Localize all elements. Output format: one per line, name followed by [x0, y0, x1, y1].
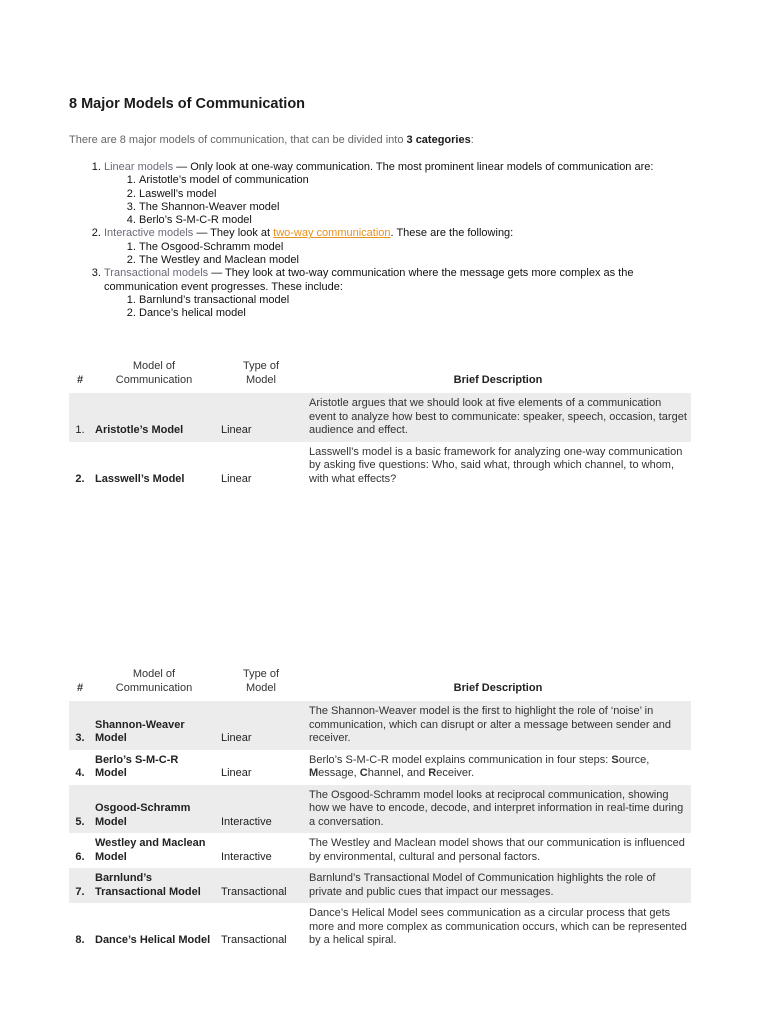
model-description: Dance’s Helical Model sees communication as a circular process that gets more and more complex as communication occurs, which can be represented by a helical spiral.: [309, 907, 687, 946]
desc-part: hannel, and: [367, 767, 429, 779]
sub-list: [104, 174, 704, 227]
header-description: Brief Description: [453, 681, 543, 694]
model-type: Transactional: [221, 934, 287, 946]
header-model: [91, 668, 217, 701]
category-item-linear: [104, 161, 704, 227]
list-item: 1. Barnlund’s transactional model: [139, 294, 704, 307]
intro-colon: :: [470, 134, 474, 146]
row-number: 5.: [69, 785, 91, 834]
model-name: Osgood-Schramm Model: [91, 785, 217, 834]
model-description: The Westley and Maclean model shows that our communication is influenced by environmental, cultural and personal factors.: [309, 837, 685, 863]
model-type: Linear: [221, 767, 252, 779]
model-type: Interactive: [221, 850, 272, 863]
row-number: 8.: [75, 934, 85, 946]
desc-initial-s: S: [611, 753, 619, 766]
category-name[interactable]: Transactional models: [104, 267, 209, 280]
list-item: 2. Dance’s helical model: [139, 307, 704, 320]
table-row: [69, 833, 691, 868]
desc-initial-m: M: [309, 767, 319, 779]
model-type: Linear: [217, 393, 305, 442]
models-table-1: [69, 360, 691, 490]
model-name: Shannon-Weaver Model: [91, 701, 217, 750]
category-text: — Only look at one-way communication. The most prominent linear models of communication are:: [173, 161, 654, 173]
table-row: [69, 701, 691, 750]
model-description: Barnlund’s Transactional Model of Communication highlights the role of private and public cues that impact our messages.: [305, 868, 691, 903]
header-model-line2: Communication: [115, 373, 193, 386]
table-row: [69, 903, 691, 952]
model-description: The Shannon-Weaver model is the first to highlight the role of ‘noise’ in communication, which can disrupt or alter a message between sender and receiver.: [305, 701, 691, 750]
row-number: 1.: [69, 393, 91, 442]
desc-part: ource,: [618, 753, 650, 766]
header-type: [217, 668, 305, 701]
category-item-interactive: [104, 227, 704, 267]
header-type-line2: Model: [246, 681, 276, 694]
header-number: #: [76, 681, 84, 694]
table-row: [69, 785, 691, 834]
table-row: [69, 442, 691, 491]
table-row: [69, 868, 691, 903]
model-name: Dance’s Helical Model: [95, 934, 211, 946]
header-type: [217, 360, 305, 393]
intro-bold: 3 categories: [406, 134, 471, 146]
model-type: Linear: [221, 472, 252, 485]
header-model: [91, 360, 217, 393]
table-row: [69, 393, 691, 442]
table-header-row: [69, 668, 691, 701]
intro-text: There are 8 major models of communication, that can be divided into: [69, 134, 407, 146]
desc-part: Berlo’s S-M-C-R model explains communication in four steps:: [309, 753, 612, 766]
list-item: 2. The Westley and Maclean model: [139, 254, 704, 267]
list-item: 3. The Shannon-Weaver model: [139, 201, 704, 214]
header-model-line1: Model of: [132, 668, 176, 680]
header-type-line1: Type of: [242, 668, 280, 680]
header-model-line2: Communication: [115, 681, 193, 694]
model-name: Westley and Maclean Model: [95, 837, 206, 863]
header-model-line1: Model of: [132, 360, 176, 372]
list-item: 2. Laswell’s model: [139, 188, 704, 201]
header-description: Brief Description: [453, 373, 543, 386]
model-name: Berlo’s S-M-C-R Model: [95, 753, 179, 779]
row-number: 7.: [69, 868, 91, 903]
model-name: Lasswell’s Model: [95, 472, 185, 485]
desc-part: eceiver.: [436, 767, 475, 779]
sub-list: [104, 294, 704, 321]
row-number: 3.: [69, 701, 91, 750]
model-name: Barnlund’s Transactional Model: [91, 868, 217, 903]
table-row: [69, 750, 691, 785]
intro-paragraph: [69, 134, 474, 146]
row-number: 4.: [75, 767, 85, 779]
list-item: 1. Aristotle’s model of communication: [139, 174, 704, 187]
two-way-communication-link[interactable]: two-way communication: [273, 227, 391, 240]
model-type: Interactive: [217, 785, 305, 834]
model-description: [305, 750, 691, 785]
model-description: Aristotle argues that we should look at five elements of a communication event to analyze how best to communicate: speaker, speech, occasion, target audience and effect.: [305, 393, 691, 442]
model-type: Linear: [217, 701, 305, 750]
category-text: — They look at: [193, 227, 274, 240]
category-text: — They look at two-way communication where the message gets more complex as the communication event progresses. These include:: [104, 267, 634, 293]
desc-part: essage,: [318, 767, 360, 779]
list-item: 1. The Osgood-Schramm model: [139, 241, 704, 254]
model-type: Transactional: [217, 868, 305, 903]
category-text-after: . These are the following:: [390, 227, 514, 240]
model-name: Aristotle’s Model: [91, 393, 217, 442]
desc-initial-r: R: [428, 767, 437, 779]
header-number: #: [76, 373, 84, 386]
category-name[interactable]: Linear models: [104, 161, 174, 173]
category-name[interactable]: Interactive models: [104, 227, 194, 240]
header-type-line2: Model: [246, 373, 276, 386]
model-description: The Osgood-Schramm model looks at reciprocal communication, showing how we have to encode, decode, and interpret information in real-time during a conversation.: [305, 785, 691, 834]
models-table-2: [69, 668, 691, 952]
header-type-line1: Type of: [242, 360, 280, 372]
model-description: Lasswell’s model is a basic framework for analyzing one-way communication by asking five questions: Who, said what, through which channel, to whom, with what effects?: [309, 445, 683, 485]
row-number: 6.: [75, 850, 85, 863]
category-list: [87, 161, 704, 321]
row-number: 2.: [75, 472, 85, 485]
table-header-row: [69, 360, 691, 393]
desc-initial-c: C: [359, 767, 368, 779]
page-title: 8 Major Models of Communication: [69, 96, 306, 112]
category-item-transactional: [104, 267, 704, 320]
list-item: 4. Berlo’s S-M-C-R model: [139, 214, 704, 227]
sub-list: [104, 241, 704, 268]
